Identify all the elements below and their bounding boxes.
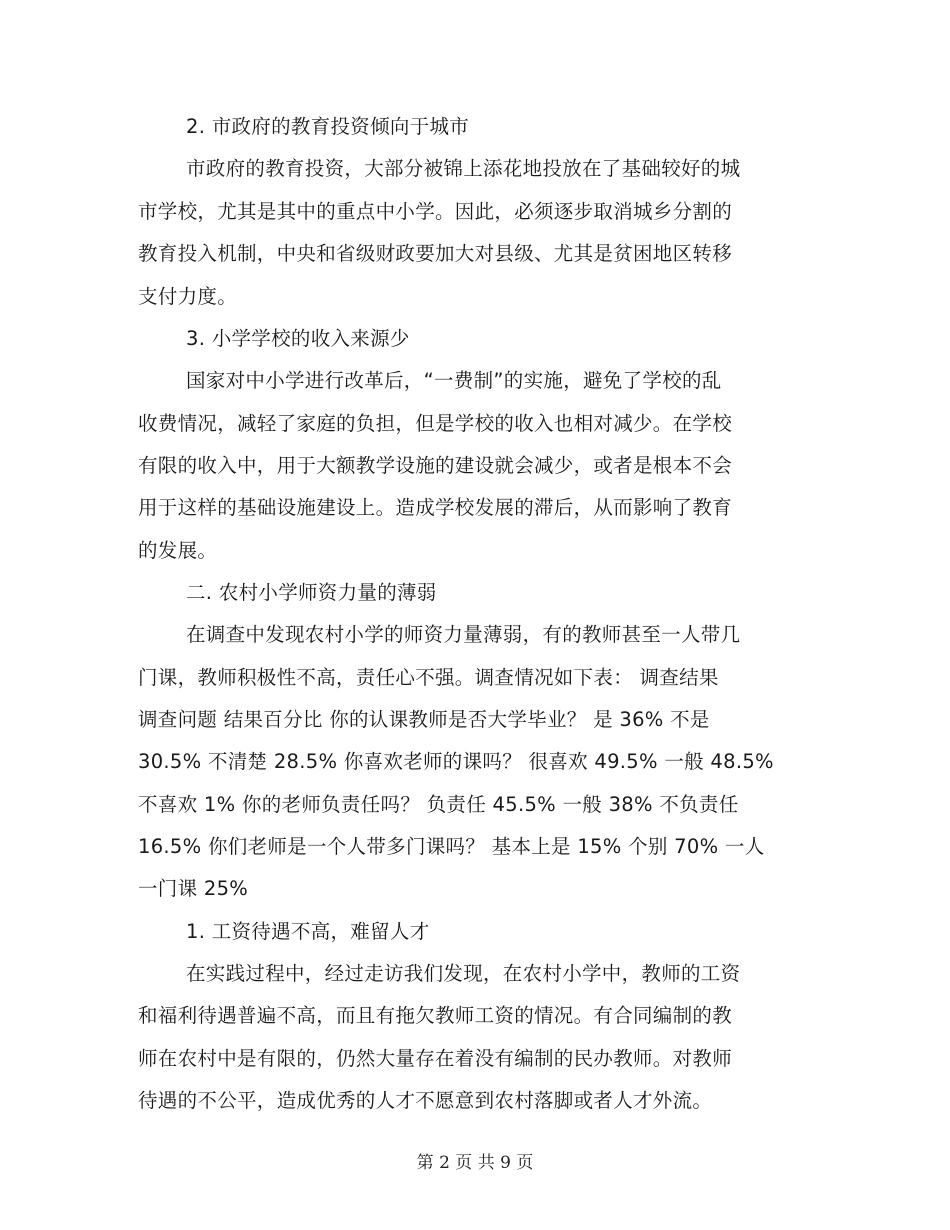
paragraph-line: 用于这样的基础设施建设上。造成学校发展的滞后，从而影响了教育 xyxy=(138,496,733,519)
paragraph-line: 在调查中发现农村小学的师资力量薄弱，有的教师甚至一人带几 xyxy=(186,623,741,646)
paragraph-line: 有限的收入中，用于大额教学设施的建设就会减少，或者是根本不会 xyxy=(138,454,733,477)
survey-line: 30.5% 不清楚 28.5% 你喜欢老师的课吗？ 很喜欢 49.5% 一般 48.5% xyxy=(138,750,774,773)
paragraph-line: 和福利待遇普遍不高，而且有拖欠教师工资的情况。有合同编制的教 xyxy=(138,1004,733,1027)
paragraph-line: 市政府的教育投资，大部分被锦上添花地投放在了基础较好的城 xyxy=(186,157,741,180)
survey-line: 一门课 25% xyxy=(138,877,249,900)
survey-line: 不喜欢 1% 你的老师负责任吗？ 负责任 45.5% 一般 38% 不负责任 xyxy=(138,793,739,816)
paragraph-line: 师在农村中是有限的，仍然大量存在着没有编制的民办教师。对教师 xyxy=(138,1047,733,1070)
paragraph-line: 的发展。 xyxy=(138,539,218,562)
paragraph-line: 国家对中小学进行改革后，“一费制”的实施，避免了学校的乱 xyxy=(186,369,722,392)
paragraph-line: 市学校，尤其是其中的重点中小学。因此，必须逐步取消城乡分割的 xyxy=(138,200,733,223)
page-number-footer: 第 2 页 共 9 页 xyxy=(416,1153,534,1173)
survey-line: 16.5% 你们老师是一个人带多门课吗？ 基本上是 15% 个别 70% 一人 xyxy=(138,835,765,858)
section-heading: 1. 工资待遇不高，难留人才 xyxy=(186,920,430,943)
section-heading: 3. 小学学校的收入来源少 xyxy=(186,327,410,350)
section-heading: 2. 市政府的教育投资倾向于城市 xyxy=(186,115,470,138)
section-heading: 二. 农村小学师资力量的薄弱 xyxy=(186,581,437,604)
paragraph-line: 支付力度。 xyxy=(138,285,238,308)
paragraph-line: 收费情况，减轻了家庭的负担，但是学校的收入也相对减少。在学校 xyxy=(138,412,733,435)
survey-line: 调查问题 结果百分比 你的认课教师是否大学毕业？ 是 36% 不是 xyxy=(138,708,710,731)
paragraph-line: 待遇的不公平，造成优秀的人才不愿意到农村落脚或者人才外流。 xyxy=(138,1089,713,1112)
paragraph-line: 门课，教师积极性不高，责任心不强。调查情况如下表： 调查结果 xyxy=(138,666,719,689)
paragraph-line: 教育投入机制，中央和省级财政要加大对县级、尤其是贫困地区转移 xyxy=(138,242,733,265)
paragraph-line: 在实践过程中，经过走访我们发现，在农村小学中，教师的工资 xyxy=(186,962,741,985)
